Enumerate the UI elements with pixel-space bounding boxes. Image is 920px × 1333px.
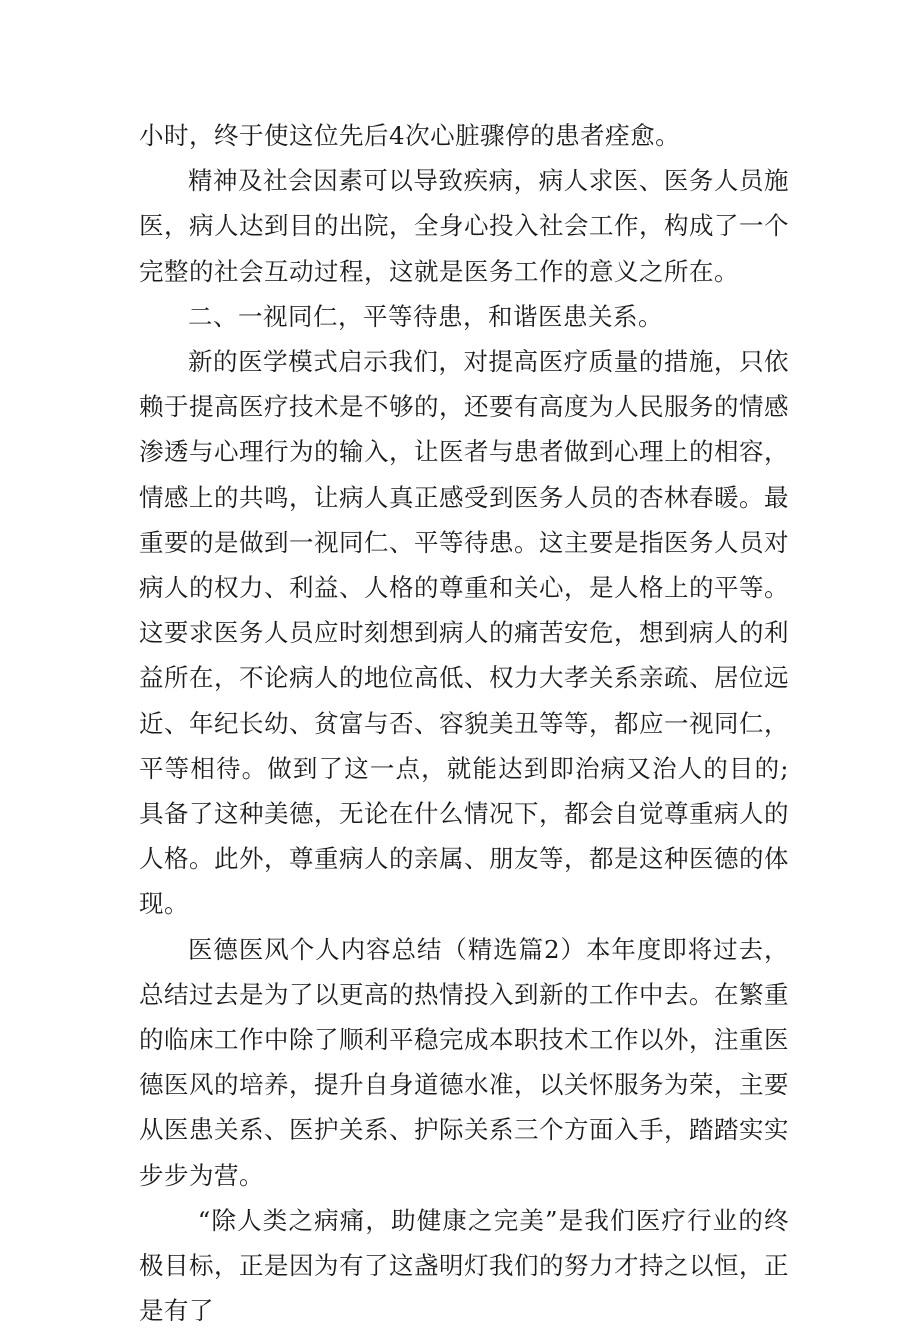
paragraph-ultimate-goal: “除人类之病痛，助健康之完美”是我们医疗行业的终极目标，正是因为有了这盏明灯我们的努力才持之以恒，正是有了 <box>139 1205 789 1326</box>
paragraph-social-factors: 精神及社会因素可以导致疾病，病人求医、医务人员施医，病人达到目的出院，全身心投入社会工作，构成了一个完整的社会互动过程，这就是医务工作的意义之所在。 <box>139 166 789 286</box>
paragraph-continuation: 小时，终于使这位先后4次心脏骤停的患者痊愈。 <box>139 121 681 150</box>
paragraph-medical-model: 新的医学模式启示我们，对提高医疗质量的措施，只依赖于提高医疗技术是不够的，还要有高度为人民服务的情感渗透与心理行为的输入，让医者与患者做到心理上的相容，情感上的共鸣，让病人真正感受到医务人员的杏林春暖。最重要的是做到一视同仁、平等待患。这主要是指医务人员对病人的权力、利益、人格的尊重和关心，是人格上的平等。这要求医务人员应时刻想到病人的痛苦安危，想到病人的利益所在，不论病人的地位高低、权力大孝关系亲疏、居位远近、年纪长幼、贫富与否、容貌美丑等等，都应一视同仁，平等相待。做到了这一点，就能达到即治病又治人的目的;具备了这种美德，无论在什么情况下，都会自觉尊重病人的人格。此外，尊重病人的亲属、朋友等，都是这种医德的体现。 <box>139 347 789 919</box>
document-body <box>139 113 789 1333</box>
section-heading-equality: 二、一视同仁，平等待患，和谐医患关系。 <box>188 301 663 331</box>
paragraph-summary-part2: 医德医风个人内容总结（精选篇2）本年度即将过去，总结过去是为了以更高的热情投入到新的工作中去。在繁重的临床工作中除了顺利平稳完成本职技术工作以外，注重医德医风的培养，提升自身道德水准，以关怀服务为荣，主要从医患关系、医护关系、护际关系三个方面入手，踏踏实实步步为营。 <box>139 934 789 1190</box>
